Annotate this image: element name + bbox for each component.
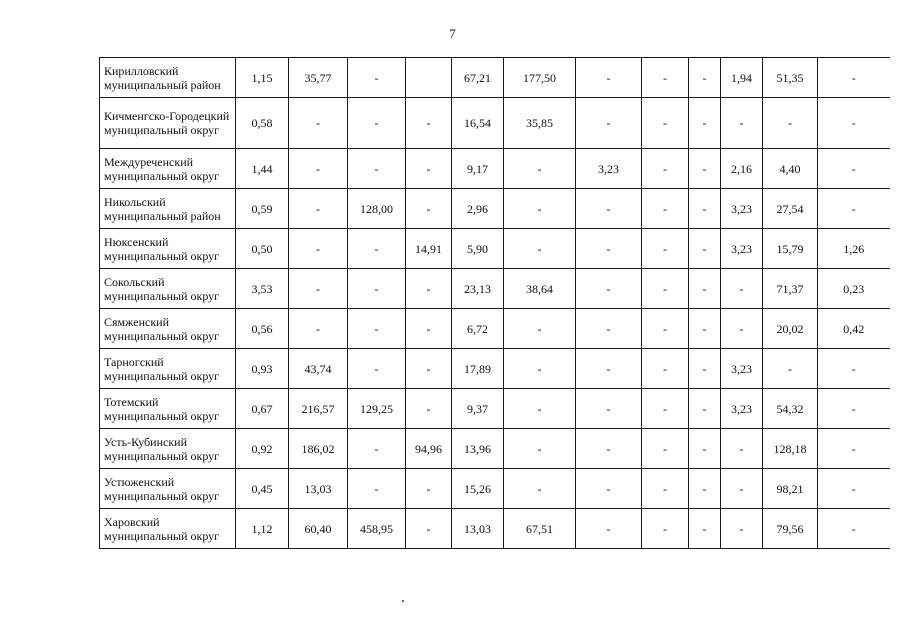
municipality-name-cell: Нюксенский муниципальный округ <box>100 229 236 269</box>
value-cell: - <box>689 189 721 229</box>
value-cell: 1,26 <box>818 229 890 269</box>
value-cell: - <box>406 309 452 349</box>
value-cell: - <box>642 509 689 549</box>
value-cell: - <box>289 269 348 309</box>
table-row <box>100 229 890 269</box>
value-cell: - <box>348 349 406 389</box>
value-cell: 15,26 <box>452 469 504 509</box>
value-cell: 16,54 <box>452 98 504 149</box>
municipality-name-cell: Кичменгско-Городецкий муниципальный округ <box>100 98 236 149</box>
value-cell: 3,53 <box>236 269 289 309</box>
value-cell: 128,18 <box>763 429 818 469</box>
value-cell: 1,12 <box>236 509 289 549</box>
value-cell: - <box>818 149 890 189</box>
table-row <box>100 58 890 98</box>
value-cell: - <box>642 469 689 509</box>
value-cell: - <box>642 389 689 429</box>
municipality-name-cell: Устюженский муниципальный округ <box>100 469 236 509</box>
value-cell: - <box>721 98 763 149</box>
value-cell: 1,44 <box>236 149 289 189</box>
value-cell: 9,37 <box>452 389 504 429</box>
value-cell: 23,13 <box>452 269 504 309</box>
value-cell: - <box>818 58 890 98</box>
municipality-name-cell: Никольский муниципальный район <box>100 189 236 229</box>
table-row <box>100 389 890 429</box>
table-row <box>100 469 890 509</box>
value-cell: 186,02 <box>289 429 348 469</box>
value-cell: - <box>348 429 406 469</box>
value-cell: - <box>576 509 642 549</box>
municipality-name-cell: Междуреченский муниципальный округ <box>100 149 236 189</box>
value-cell: - <box>818 469 890 509</box>
value-cell: - <box>763 98 818 149</box>
value-cell: - <box>721 269 763 309</box>
value-cell: 67,51 <box>504 509 576 549</box>
value-cell: - <box>348 309 406 349</box>
value-cell: - <box>576 269 642 309</box>
value-cell: - <box>576 469 642 509</box>
value-cell: - <box>576 189 642 229</box>
value-cell: - <box>689 469 721 509</box>
value-cell: 51,35 <box>763 58 818 98</box>
value-cell: - <box>689 389 721 429</box>
value-cell: 2,96 <box>452 189 504 229</box>
data-table <box>99 57 890 549</box>
value-cell: - <box>818 389 890 429</box>
value-cell: 0,56 <box>236 309 289 349</box>
value-cell: - <box>504 349 576 389</box>
value-cell: 3,23 <box>576 149 642 189</box>
value-cell: - <box>642 349 689 389</box>
value-cell: - <box>576 229 642 269</box>
value-cell: - <box>576 349 642 389</box>
value-cell: 67,21 <box>452 58 504 98</box>
value-cell: 3,23 <box>721 349 763 389</box>
value-cell: 13,03 <box>289 469 348 509</box>
value-cell: - <box>763 349 818 389</box>
value-cell: 17,89 <box>452 349 504 389</box>
value-cell: - <box>348 149 406 189</box>
table-row <box>100 349 890 389</box>
value-cell: - <box>348 469 406 509</box>
value-cell: - <box>818 98 890 149</box>
value-cell: 14,91 <box>406 229 452 269</box>
value-cell: 6,72 <box>452 309 504 349</box>
value-cell: - <box>289 98 348 149</box>
table-row <box>100 309 890 349</box>
value-cell: 98,21 <box>763 469 818 509</box>
value-cell: 9,17 <box>452 149 504 189</box>
value-cell: - <box>818 189 890 229</box>
value-cell: - <box>406 269 452 309</box>
value-cell: - <box>406 389 452 429</box>
value-cell: - <box>721 429 763 469</box>
value-cell: 0,42 <box>818 309 890 349</box>
scan-speck <box>402 600 404 602</box>
value-cell: - <box>689 98 721 149</box>
value-cell: - <box>689 309 721 349</box>
value-cell: 1,15 <box>236 58 289 98</box>
value-cell: - <box>406 98 452 149</box>
value-cell: - <box>818 509 890 549</box>
table-row <box>100 269 890 309</box>
value-cell: - <box>289 309 348 349</box>
value-cell: 0,93 <box>236 349 289 389</box>
value-cell: - <box>504 469 576 509</box>
value-cell: - <box>818 429 890 469</box>
value-cell: - <box>642 269 689 309</box>
value-cell: - <box>504 149 576 189</box>
value-cell: 458,95 <box>348 509 406 549</box>
value-cell <box>406 58 452 98</box>
value-cell: - <box>406 509 452 549</box>
value-cell: 0,45 <box>236 469 289 509</box>
municipality-name-cell: Сямженский муниципальный округ <box>100 309 236 349</box>
table-row <box>100 189 890 229</box>
value-cell: - <box>576 98 642 149</box>
value-cell: - <box>504 229 576 269</box>
value-cell: - <box>689 429 721 469</box>
value-cell: - <box>721 509 763 549</box>
value-cell: 0,23 <box>818 269 890 309</box>
value-cell: 71,37 <box>763 269 818 309</box>
value-cell: - <box>642 229 689 269</box>
value-cell: 0,59 <box>236 189 289 229</box>
value-cell: - <box>689 58 721 98</box>
value-cell: - <box>504 389 576 429</box>
value-cell: 128,00 <box>348 189 406 229</box>
value-cell: - <box>504 429 576 469</box>
value-cell: 27,54 <box>763 189 818 229</box>
value-cell: 0,58 <box>236 98 289 149</box>
value-cell: - <box>576 58 642 98</box>
municipality-name-cell: Тотемский муниципальный округ <box>100 389 236 429</box>
value-cell: - <box>642 309 689 349</box>
value-cell: - <box>576 429 642 469</box>
municipality-name-cell: Тарногский муниципальный округ <box>100 349 236 389</box>
page-number: 7 <box>449 26 456 41</box>
value-cell: - <box>642 189 689 229</box>
value-cell: - <box>689 149 721 189</box>
table-row <box>100 429 890 469</box>
value-cell: 2,16 <box>721 149 763 189</box>
value-cell: 38,64 <box>504 269 576 309</box>
value-cell: - <box>406 469 452 509</box>
value-cell: - <box>406 349 452 389</box>
value-cell: 13,03 <box>452 509 504 549</box>
value-cell: - <box>289 189 348 229</box>
value-cell: - <box>642 149 689 189</box>
value-cell: - <box>721 309 763 349</box>
table-row <box>100 509 890 549</box>
value-cell: - <box>406 189 452 229</box>
value-cell: - <box>348 58 406 98</box>
value-cell: 3,23 <box>721 389 763 429</box>
value-cell: - <box>689 349 721 389</box>
value-cell: 35,77 <box>289 58 348 98</box>
value-cell: - <box>576 309 642 349</box>
value-cell: 13,96 <box>452 429 504 469</box>
value-cell: - <box>504 309 576 349</box>
value-cell: - <box>576 389 642 429</box>
value-cell: 1,94 <box>721 58 763 98</box>
value-cell: - <box>642 98 689 149</box>
table-body <box>100 58 890 549</box>
value-cell: 177,50 <box>504 58 576 98</box>
value-cell: 3,23 <box>721 229 763 269</box>
table-row <box>100 98 890 149</box>
value-cell: 54,32 <box>763 389 818 429</box>
value-cell: 4,40 <box>763 149 818 189</box>
value-cell: - <box>289 229 348 269</box>
value-cell: 216,57 <box>289 389 348 429</box>
value-cell: - <box>348 229 406 269</box>
value-cell: 129,25 <box>348 389 406 429</box>
value-cell: 20,02 <box>763 309 818 349</box>
value-cell: - <box>642 58 689 98</box>
value-cell: 60,40 <box>289 509 348 549</box>
value-cell: 43,74 <box>289 349 348 389</box>
value-cell: 15,79 <box>763 229 818 269</box>
value-cell: - <box>721 469 763 509</box>
table-row <box>100 149 890 189</box>
value-cell: 3,23 <box>721 189 763 229</box>
value-cell: - <box>642 429 689 469</box>
value-cell: - <box>406 149 452 189</box>
value-cell: 5,90 <box>452 229 504 269</box>
value-cell: - <box>348 269 406 309</box>
value-cell: 0,67 <box>236 389 289 429</box>
value-cell: 0,50 <box>236 229 289 269</box>
municipality-name-cell: Кирилловский муниципальный район <box>100 58 236 98</box>
municipality-name-cell: Харовский муниципальный округ <box>100 509 236 549</box>
value-cell: - <box>289 149 348 189</box>
value-cell: 79,56 <box>763 509 818 549</box>
value-cell: - <box>348 98 406 149</box>
value-cell: - <box>818 349 890 389</box>
municipality-name-cell: Усть-Кубинский муниципальный округ <box>100 429 236 469</box>
value-cell: - <box>689 269 721 309</box>
value-cell: - <box>504 189 576 229</box>
value-cell: 0,92 <box>236 429 289 469</box>
municipality-name-cell: Сокольский муниципальный округ <box>100 269 236 309</box>
value-cell: - <box>689 229 721 269</box>
value-cell: 94,96 <box>406 429 452 469</box>
value-cell: - <box>689 509 721 549</box>
value-cell: 35,85 <box>504 98 576 149</box>
